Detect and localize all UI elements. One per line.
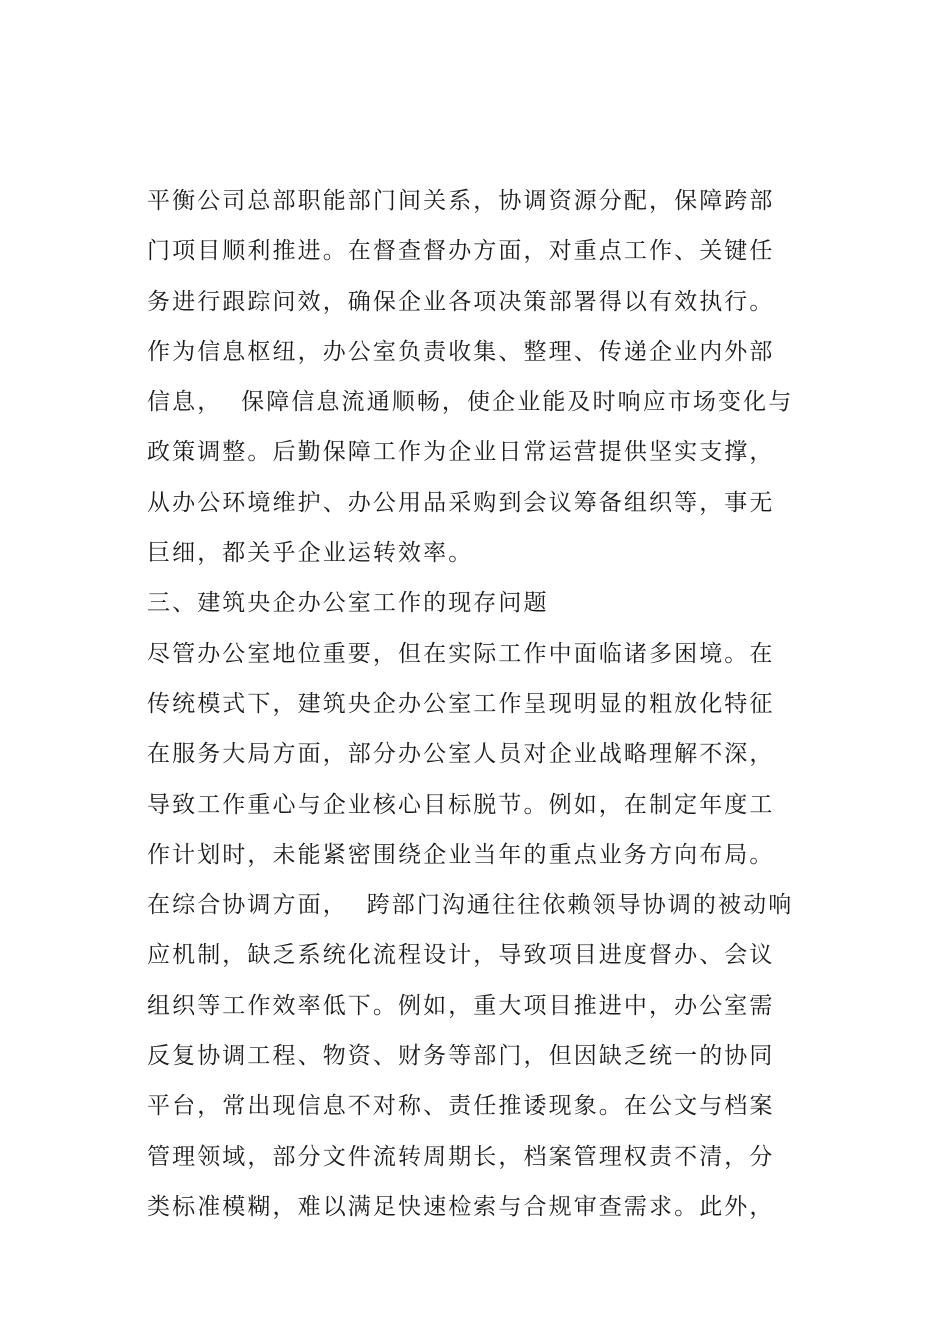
section-heading: 三、建筑央企办公室工作的现存问题 (147, 590, 549, 617)
text-line: 在服务大局方面，部分办公室人员对企业战略理解不深， (147, 741, 775, 768)
text-line: 管理领域，部分文件流转周期长，档案管理权责不清，分 (147, 1143, 775, 1170)
text-line: 作计划时，未能紧密围绕企业当年的重点业务方向布局。 (147, 841, 775, 868)
text-line: 在综合协调方面， 跨部门沟通往往依赖领导协调的被动响 (147, 892, 794, 919)
text-line: 平台，常出现信息不对称、责任推诿现象。在公文与档案 (147, 1093, 775, 1120)
text-line: 巨细，都关乎企业运转效率。 (147, 540, 474, 567)
text-line: 反复协调工程、物资、财务等部门，但因缺乏统一的协同 (147, 1043, 775, 1070)
text-line: 政策调整。后勤保障工作为企业日常运营提供坚实支撑， (147, 439, 775, 466)
text-line: 务进行跟踪问效，确保企业各项决策部署得以有效执行。 (147, 288, 775, 315)
text-line: 作为信息枢纽，办公室负责收集、整理、传递企业内外部 (147, 338, 775, 365)
text-line: 导致工作重心与企业核心目标脱节。例如，在制定年度工 (147, 791, 775, 818)
body-text (147, 176, 817, 1232)
text-line: 传统模式下，建筑央企办公室工作呈现明显的粗放化特征 (147, 690, 775, 717)
text-line: 尽管办公室地位重要，但在实际工作中面临诸多困境。在 (147, 640, 775, 667)
text-line: 应机制，缺乏系统化流程设计，导致项目进度督办、会议 (147, 942, 775, 969)
text-line: 组织等工作效率低下。例如，重大项目推进中，办公室需 (147, 992, 775, 1019)
text-line: 信息， 保障信息流通顺畅，使企业能及时响应市场变化与 (147, 389, 794, 416)
text-line: 类标准模糊，难以满足快速检索与合规审查需求。此外， (147, 1193, 775, 1220)
text-line: 平衡公司总部职能部门间关系，协调资源分配，保障跨部 (147, 188, 775, 214)
text-line: 门项目顺利推进。在督查督办方面，对重点工作、关键任 (147, 238, 775, 265)
text-line: 从办公环境维护、办公用品采购到会议筹备组织等，事无 (147, 489, 775, 516)
